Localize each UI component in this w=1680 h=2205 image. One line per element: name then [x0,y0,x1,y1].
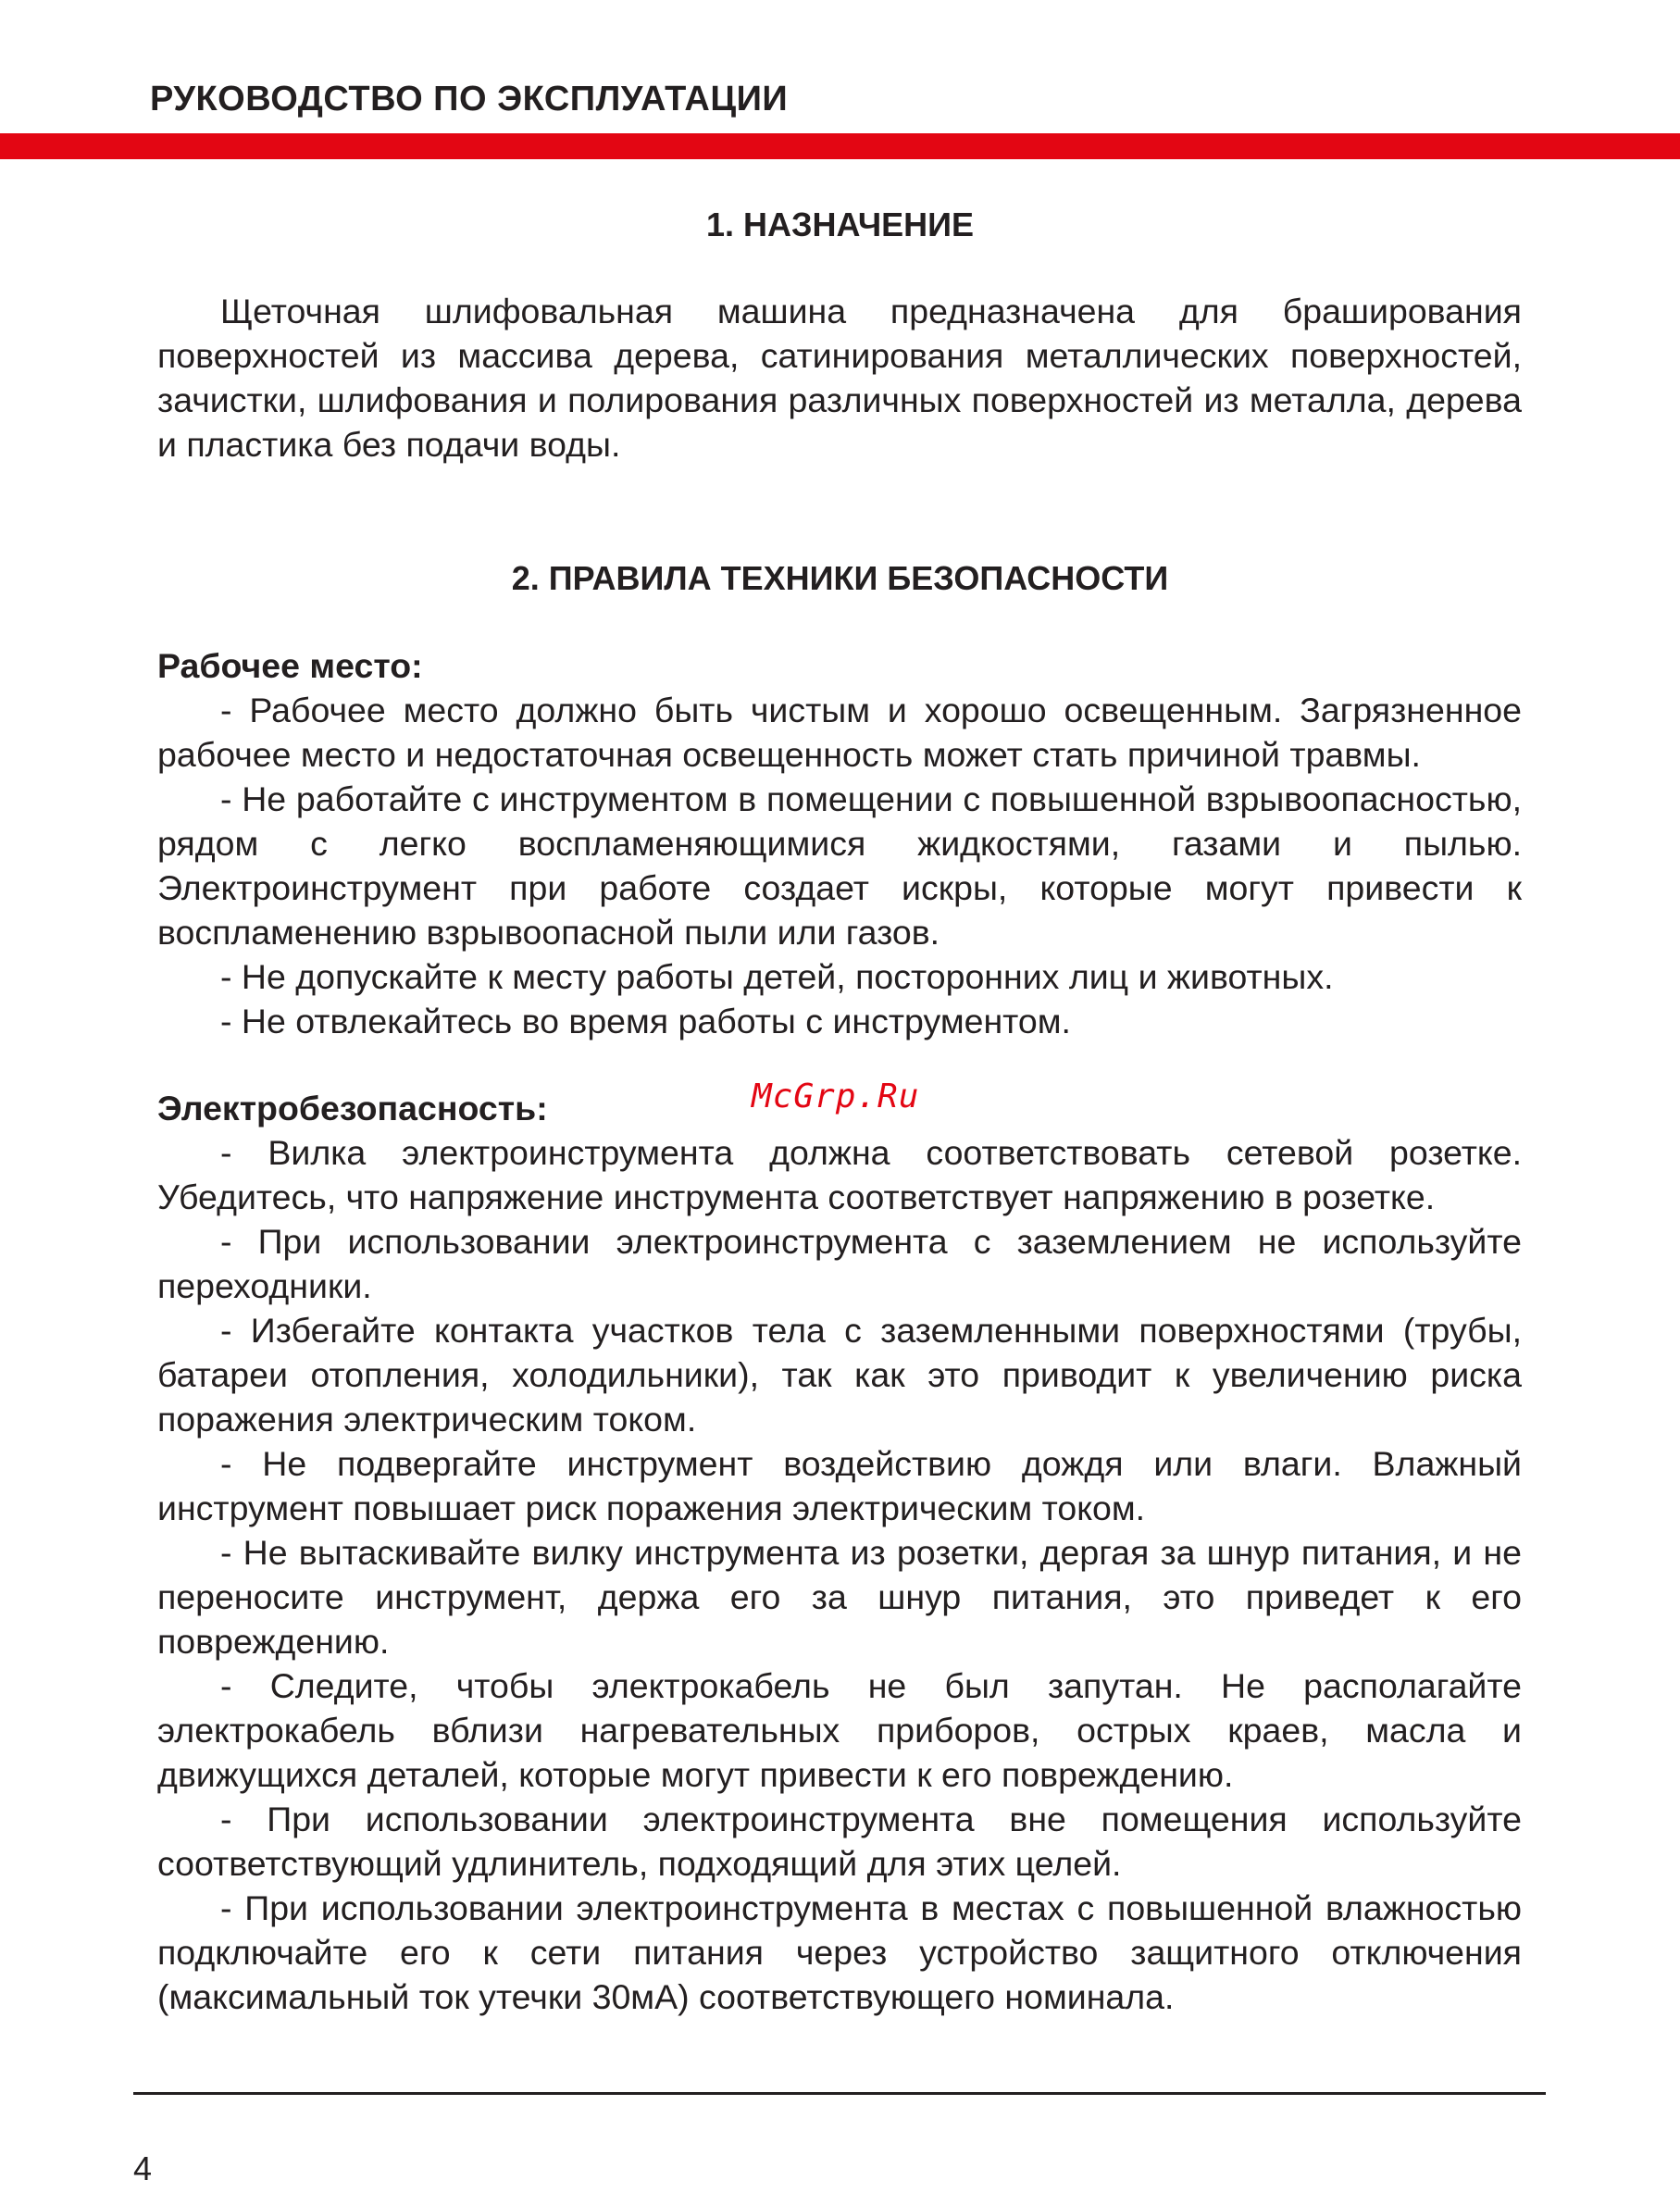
electrical-item: - При использовании электроинструмента в местах с повышенной влажностью подключайте его к сети питания через устройство защитного отключения (максимальный ток утечки 30мА) соответствующего номинала. [157,1888,1522,2016]
electrical-title: Электробезопасность: [157,1089,548,1127]
electrical-item: - Не подвергайте инструмент воздействию дождя или влаги. Влажный инструмент повышает риск поражения электрическим током. [157,1444,1522,1527]
section-1-heading: 1. НАЗНАЧЕНИЕ [705,206,975,243]
workplace-block [157,643,1522,1043]
watermark-text: McGrp.Ru [752,1078,920,1115]
workplace-item: - Не работайте с инструментом в помещении с повышенной взрывоопасностью, рядом с легко воспламеняющимися жидкостями, газами и пылью. Электроинструмент при работе создает искры, которые могут привести к воспламенению взрывоопасной пыли или газов. [157,779,1522,952]
section-2-heading: 2. ПРАВИЛА ТЕХНИКИ БЕЗОПАСНОСТИ [511,559,1169,597]
page-header-title: РУКОВОДСТВО ПО ЭКСПЛУАТАЦИИ [150,80,789,118]
workplace-item: - Не отвлекайтесь во время работы с инструментом. [220,1002,1071,1040]
electrical-item: - Не вытаскивайте вилку инструмента из розетки, дергая за шнур питания, и не переносите инструмент, держа его за шнур питания, это приведет к его повреждению. [157,1533,1522,1661]
workplace-title: Рабочее место: [157,646,423,685]
workplace-item: - Рабочее место должно быть чистым и хорошо освещенным. Загрязненное рабочее место и недостаточная освещенность может стать причиной травмы. [157,691,1522,774]
electrical-item: - При использовании электроинструмента вне помещения используйте соответствующий удлинитель, подходящий для этих целей. [157,1800,1522,1883]
electrical-item: - При использовании электроинструмента с заземлением не используйте переходники. [157,1222,1522,1305]
electrical-item: - Вилка электроинструмента должна соответствовать сетевой розетке. Убедитесь, что напряжение инструмента соответствует напряжению в розетке. [157,1133,1522,1216]
electrical-item: - Следите, чтобы электрокабель не был запутан. Не располагайте электрокабель вблизи нагревательных приборов, острых краев, масла и движущихся деталей, которые могут привести к его повреждению. [157,1666,1522,1794]
electrical-block [157,1086,1522,2019]
header-red-bar [0,133,1680,159]
electrical-item: - Избегайте контакта участков тела с заземленными поверхностями (трубы, батареи отопления, холодильники), так как это приводит к увеличению риска поражения электрическим током. [157,1311,1522,1439]
workplace-item: - Не допускайте к месту работы детей, посторонних лиц и животных. [220,957,1334,996]
section-1-body [157,289,1522,467]
footer-divider [133,2092,1546,2095]
section-1-paragraph: Щеточная шлифовальная машина предназначена для браширования поверхностей из массива дерева, сатинирования металлических поверхностей, зачистки, шлифования и полирования различных поверхностей из металла, дерева и пластика без подачи воды. [157,292,1522,464]
page-number: 4 [133,2149,153,2187]
